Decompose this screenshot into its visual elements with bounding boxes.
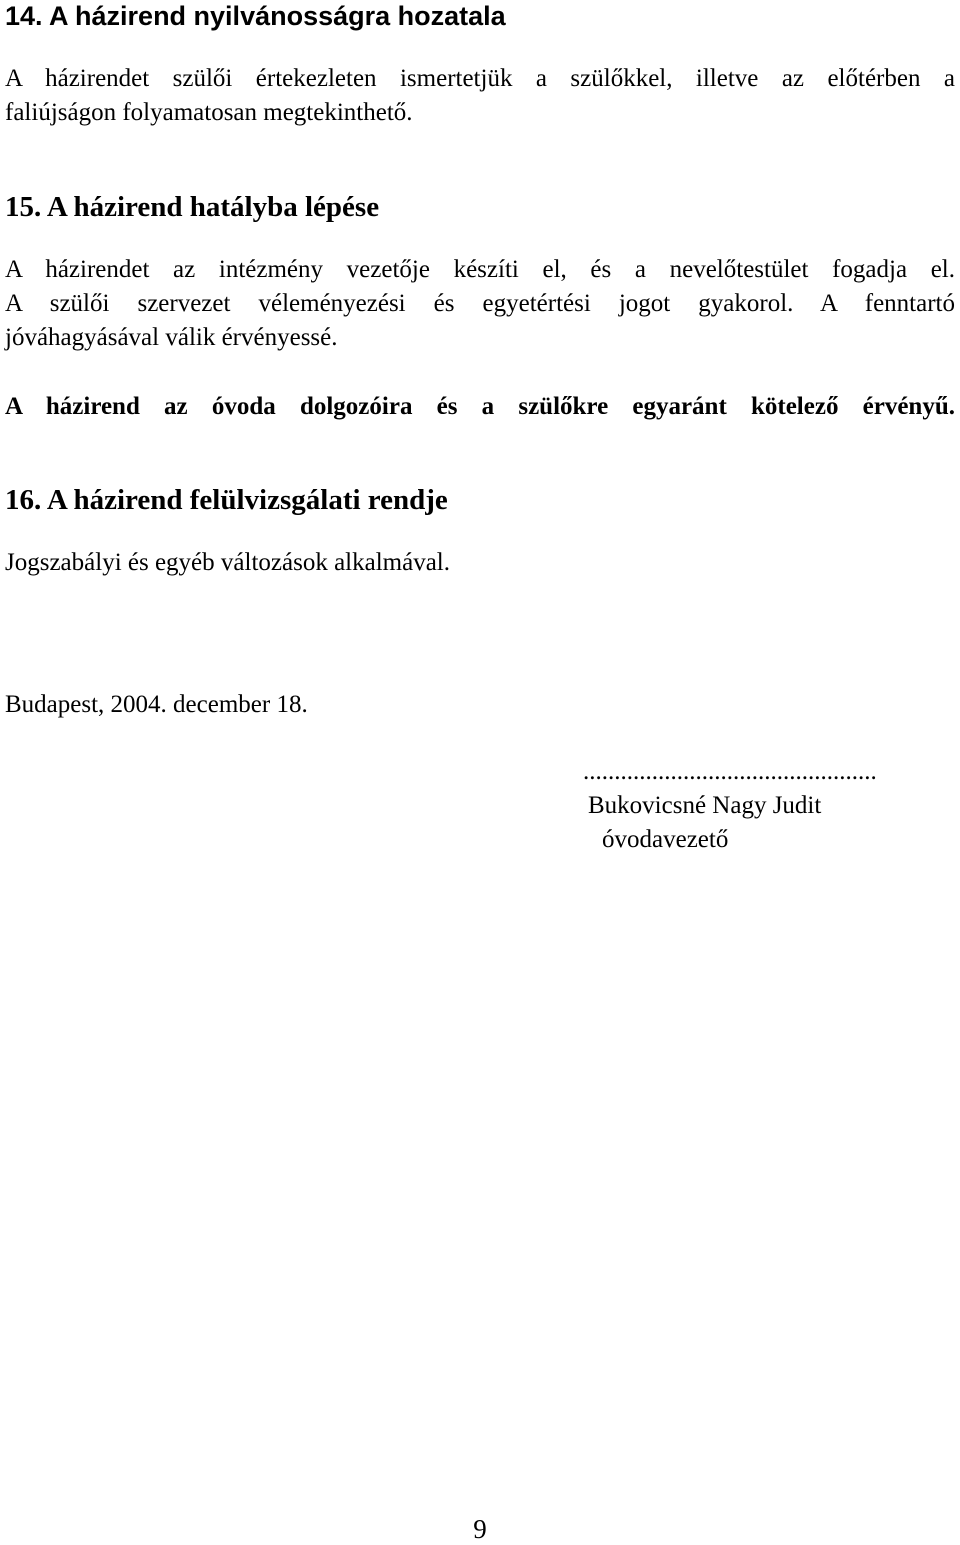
section-15-paragraph	[5, 253, 955, 355]
section-15-heading: 15. A házirend hatályba lépése	[5, 191, 380, 223]
section-16-heading: 16. A házirend felülvizsgálati rendje	[5, 484, 448, 516]
section-15-line-3: jóváhagyásával válik érvényessé.	[5, 324, 338, 351]
section-15-line-2: A szülői szervezet véleményezési és egyetértési jogot gyakorol. A fenntartó	[5, 290, 955, 317]
section-15-bold-statement: A házirend az óvoda dolgozóira és a szülőkre egyaránt kötelező érvényű.	[5, 393, 955, 420]
section-14-line-1: A házirendet szülői értekezleten ismertetjük a szülőkkel, illetve az előtérben a	[5, 65, 955, 92]
signature-title: óvodavezető	[602, 826, 729, 853]
signature-name: Bukovicsné Nagy Judit	[588, 792, 822, 819]
section-14-heading: 14. A házirend nyilvánosságra hozatala	[5, 1, 506, 31]
page-number: 9	[473, 1514, 487, 1544]
section-16-paragraph: Jogszabályi és egyéb változások alkalmával.	[5, 549, 450, 576]
signature-line: ...............................................	[583, 758, 877, 785]
section-14-line-2: faliújságon folyamatosan megtekinthető.	[5, 99, 413, 126]
section-14-paragraph	[5, 62, 955, 130]
place-date: Budapest, 2004. december 18.	[5, 691, 308, 718]
section-15-line-1: A házirendet az intézmény vezetője készíti el, és a nevelőtestület fogadja el.	[5, 256, 955, 283]
